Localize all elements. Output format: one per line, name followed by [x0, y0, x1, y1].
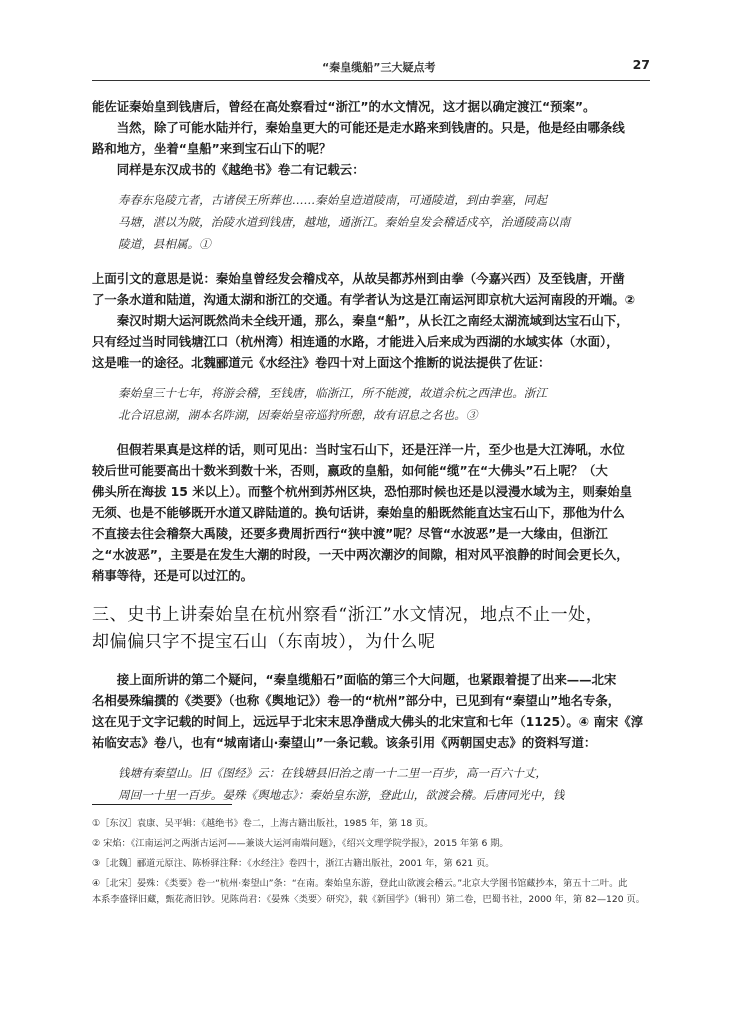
- body-line: 稍事等待，还是可以过江的。: [92, 568, 254, 583]
- body-line: 佛头所在海拔 15 米以上）。而整个杭州到苏州区块，恐怕那时候也还是以浸漫水域为主，则秦始皇: [92, 484, 633, 499]
- body-line: 祐临安志》卷八，也有“城南诸山·秦望山”一条记载。该条引用《两朝国史志》的资料写道：: [92, 735, 597, 750]
- body-line: 但假若果真是这样的话，则可见出：当时宝石山下，还是汪洋一片，至少也是大江涛吼，水位: [92, 442, 625, 457]
- footnote: ④［北宋］晏殊：《类要》卷一“杭州·秦望山”条：“在南。秦始皇东游，登此山欲渡会稽云。”北京大学图书馆藏抄本，第五十二叶。此: [92, 878, 628, 889]
- body-line: 路和地方，坐着“皇船”来到宝石山下的呢？: [92, 141, 332, 156]
- section-heading-line: 三、史书上讲秦始皇在杭州察看“浙江”水文情况，地点不止一处，: [92, 605, 604, 625]
- block-quote-line: 马塘，湛以为陂，治陵水道到钱唐，越地，通浙江。秦始皇发会稽适戍卒，治通陵高以南: [118, 215, 571, 229]
- body-line: 无须、也是不能够既开水道又辟陆道的。换句话讲，秦始皇的船既然能直达宝石山下，那他为什么: [92, 505, 625, 520]
- body-line: 较后世可能要高出十数米到数十米，否则，嬴政的皇船，如何能“缆”在“大佛头”石上呢？（大: [92, 463, 608, 478]
- running-title: “秦皇缆船”三大疑点考: [322, 61, 436, 74]
- body-line: 上面引文的意思是说：秦始皇曾经发会稽戍卒，从故吴都苏州到由拳（今嘉兴西）及至钱唐，开凿: [92, 271, 625, 286]
- block-quote-line: 秦始皇三十七年，将游会稽，至钱唐，临浙江，所不能渡，故道余杭之西津也。浙江: [118, 386, 547, 400]
- running-header: [92, 58, 650, 81]
- block-quote-line: 寿春东凫陵亢者，古诸侯王所葬也……秦始皇造道陵南，可通陵道，到由拳塞，同起: [118, 193, 547, 207]
- section-heading-line: 却偏偏只字不提宝石山（东南坡），为什么呢: [92, 632, 436, 652]
- body-line: 名相晏殊编撰的《类要》（也称《舆地记》）卷一的“杭州”部分中，已见到有“秦望山”地名专条，: [92, 693, 621, 708]
- body-line: 接上面所讲的第二个疑问，“秦皇缆船石”面临的第三个大问题，也紧跟着提了出来——北宋: [92, 672, 617, 687]
- body-line: 这在见于文字记载的时间上，远远早于北宋末思净凿成大佛头的北宋宣和七年（1125）。④ 南宋《淳: [92, 714, 644, 729]
- body-line: 当然，除了可能水陆并行，秦始皇更大的可能还是走水路来到钱唐的。只是，他是经由哪条线: [92, 120, 625, 135]
- footnote-continued: 本系李盛铎旧藏，甄花斋旧钞。见陈尚君：《晏殊〈类要〉研究》，载《新国学》（辑刊）第二卷，巴蜀书社，2000 年，第 82—120 页。: [92, 894, 645, 905]
- footnote: ② 宋焰：《江南运河之两浙古运河——兼谈大运河南端问题》，《绍兴文理学院学报》，2015 年第 6 期。: [92, 838, 509, 849]
- body-line: 同样是东汉成书的《越绝书》卷二有记载云：: [92, 162, 365, 177]
- body-line: 了一条水道和陆道，沟通太湖和浙江的交通。有学者认为这是江南运河即京杭大运河南段的开端。②: [92, 292, 636, 307]
- block-quote-line: 钱塘有秦望山。旧《图经》云：在钱塘县旧治之南一十二里一百步，高一百六十丈，: [118, 766, 547, 780]
- body-line: 之“水波恶”，主要是在发生大潮的时段，一天中两次潮汐的间隙，相对风平浪静的时间会更长久，: [92, 547, 629, 562]
- footnote: ①［东汉］袁康、吴平辑：《越绝书》卷二，上海古籍出版社，1985 年，第 18 页。: [92, 818, 434, 829]
- block-quote-line: 周回一十里一百步。晏殊《舆地志》：秦始皇东游，登此山，欲渡会稽。后唐同光中，钱: [118, 788, 565, 802]
- body-line: 只有经过当时同钱塘江口（杭州湾）相连通的水路，才能进入后来成为西湖的水域实体（水面），: [92, 334, 619, 349]
- block-quote-line: 陵道，县相属。①: [118, 237, 211, 251]
- footnote: ③［北魏］郦道元原注、陈桥驿注释：《水经注》卷四十，浙江古籍出版社，2001 年，第 621 页。: [92, 858, 495, 869]
- body-line: 能佐证秦始皇到钱唐后，曾经在高处察看过“浙江”的水文情况，这才据以确定渡江“预案”。: [92, 99, 596, 114]
- footnote-rule: [92, 804, 232, 805]
- body-line: 秦汉时期大运河既然尚未全线开通，那么，秦皇“船”，从长江之南经太湖流域到达宝石山下，: [92, 313, 629, 328]
- body-line: 不直接去往会稽祭大禹陵，还要多费周折西行“狭中渡”呢？尽管“水波恶”是一大缘由，但浙江: [92, 526, 608, 541]
- body-line: 这是唯一的途径。北魏郦道元《水经注》卷四十对上面这个推断的说法提供了佐证：: [92, 355, 551, 370]
- page-number: 27: [632, 57, 650, 72]
- block-quote-line: 北合诏息湖，湖本名阼湖，因秦始皇帝巡狩所憩，故有诏息之名也。③: [118, 408, 478, 422]
